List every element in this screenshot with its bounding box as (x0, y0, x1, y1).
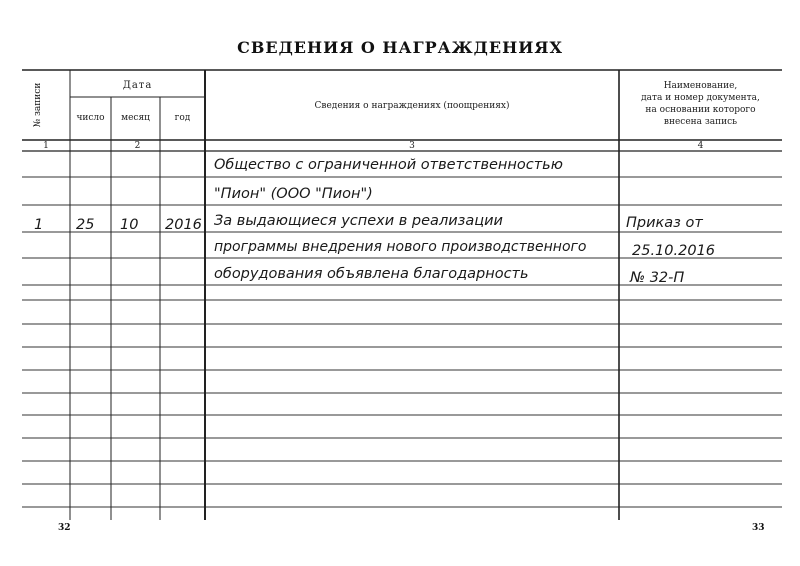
document-header (619, 80, 782, 128)
award-info-header: Сведения о награждениях (поощрениях) (314, 101, 510, 111)
award-text-line-3: оборудования объявлена благодарность (214, 266, 529, 282)
org-name-line-1: Общество с ограниченной ответственностью (214, 157, 563, 173)
record-number-header: № записи (33, 82, 43, 128)
document-line-3: № 32-П (630, 270, 685, 286)
left-page-number: 32 (58, 523, 71, 533)
column-number-2: 2 (134, 141, 141, 151)
entry-day: 25 (76, 217, 95, 233)
column-number-3: 3 (409, 141, 415, 151)
entry-month: 10 (120, 217, 139, 233)
month-header: месяц (121, 113, 150, 123)
org-name-line-2: "Пион" (ООО "Пион") (214, 186, 373, 202)
right-page-number: 33 (752, 523, 765, 533)
day-header: число (76, 113, 105, 123)
date-header: Дата (122, 80, 153, 91)
document-line-2: 25.10.2016 (632, 243, 716, 259)
column-number-1: 1 (43, 141, 49, 151)
entry-record-number: 1 (34, 217, 44, 233)
document-header-line-1: Наименование, (663, 81, 738, 91)
page-title: СВЕДЕНИЯ О НАГРАЖДЕНИЯХ (237, 38, 563, 57)
document-header-line-3: на основании которого (645, 105, 756, 115)
column-number-4: 4 (697, 141, 704, 151)
document-header-line-4: внесена запись (663, 117, 738, 127)
award-text-line-2: программы внедрения нового производственного (214, 239, 587, 255)
year-header: год (174, 113, 191, 123)
document-header-line-2: дата и номер документа, (641, 93, 760, 103)
award-text-line-1: За выдающиеся успехи в реализации (214, 213, 503, 229)
entry-year: 2016 (165, 217, 202, 233)
document-line-1: Приказ от (626, 215, 703, 231)
